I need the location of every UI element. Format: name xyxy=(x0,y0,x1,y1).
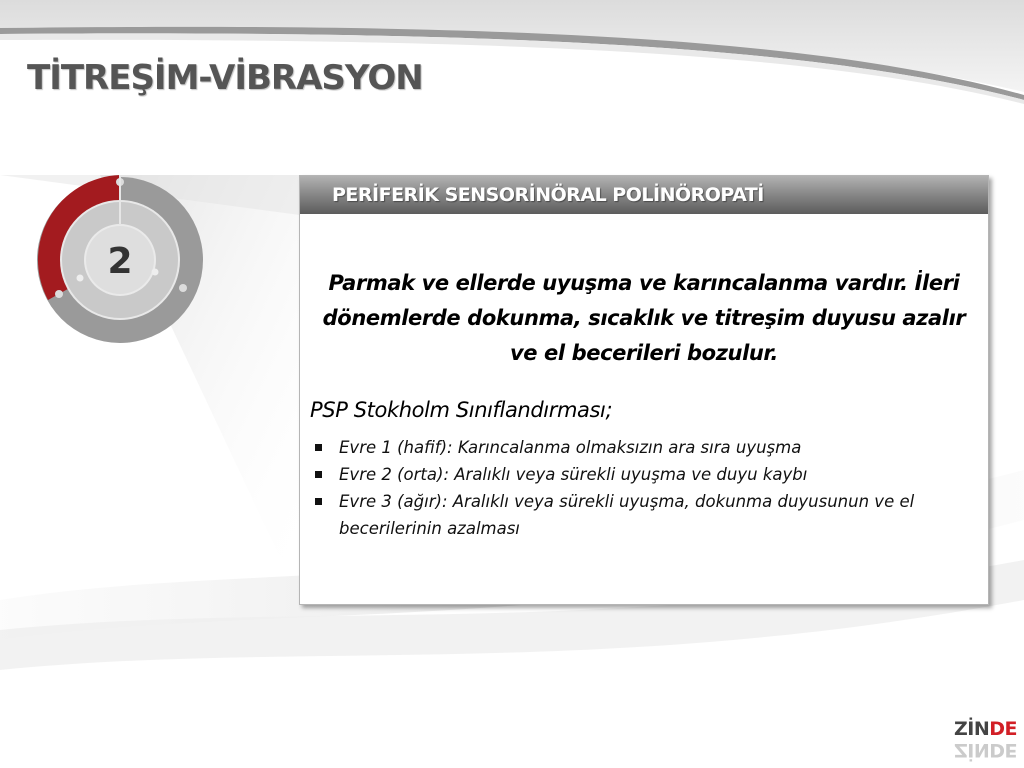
zinde-logo xyxy=(954,718,1020,764)
bullet-icon xyxy=(315,498,322,505)
list-item xyxy=(313,434,976,461)
lead-paragraph: Parmak ve ellerde uyuşma ve karıncalanma vardır. İleri dönemlerde dokunma, sıcaklık ve titreşim duyusu azalır ve el becerileri bozulur. xyxy=(322,271,966,365)
classification-heading: PSP Stokholm Sınıflandırması; xyxy=(310,398,613,422)
logo-text-part2: DE xyxy=(989,718,1018,740)
list-item xyxy=(313,488,976,542)
bullet-icon xyxy=(315,471,322,478)
stage-text: Evre 2 (orta): Aralıklı veya sürekli uyuşma ve duyu kaybı xyxy=(339,465,808,484)
logo-reflection: ZİNDE xyxy=(954,739,1018,761)
stage-text: Evre 1 (hafif): Karıncalanma olmaksızın ara sıra uyuşma xyxy=(339,438,802,457)
logo-text-part1: ZİN xyxy=(954,718,990,740)
stage-text: Evre 3 (ağır): Aralıklı veya sürekli uyuşma, dokunma duyusunun ve el becerilerinin azalması xyxy=(339,492,915,538)
panel-header: PERİFERİK SENSORİNÖRAL POLİNÖROPATİ xyxy=(300,176,988,214)
list-item xyxy=(313,461,976,488)
stage-list xyxy=(313,434,976,542)
slide-title: TİTREŞİM-VİBRASYON xyxy=(27,58,423,98)
puzzle-ring-graphic xyxy=(30,170,210,350)
puzzle-number: 2 xyxy=(107,241,133,282)
content-panel xyxy=(299,175,989,605)
bullet-icon xyxy=(315,444,322,451)
